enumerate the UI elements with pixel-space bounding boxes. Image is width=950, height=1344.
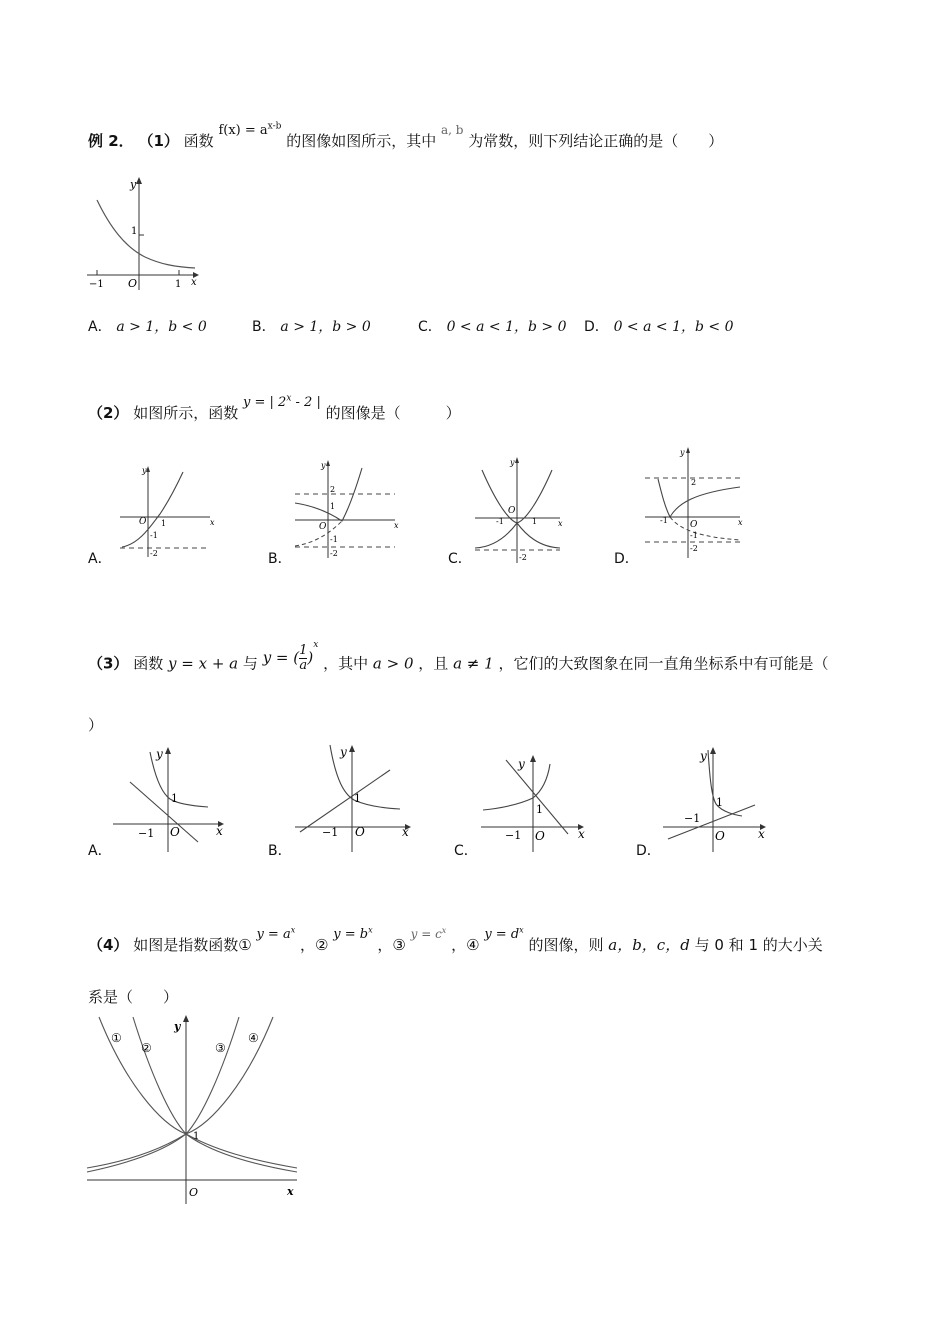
curve-1 <box>99 1017 297 1168</box>
x-label: x <box>738 518 743 527</box>
origin-label: O <box>128 277 138 290</box>
one-label: 1 <box>161 519 167 528</box>
q3-cond1: a > 0 <box>372 654 414 673</box>
x-label: x <box>578 827 585 841</box>
q3-post1: ，其中 <box>323 654 369 673</box>
y-arrow <box>349 745 355 752</box>
neg1-label: -1 <box>150 531 158 540</box>
q4-sep3: ，④ <box>451 936 480 954</box>
one-label: 1 <box>354 792 361 805</box>
q1-option-d[interactable]: D． 0 < a < 1，b < 0 <box>584 319 734 335</box>
origin-label: O <box>189 1186 199 1199</box>
q2-post: 的图像是（ ） <box>325 404 461 422</box>
neg1-label: -1 <box>660 516 668 525</box>
exp-curve <box>97 200 195 268</box>
q4-sep1: ，② <box>300 936 329 954</box>
neg1-label: −1 <box>322 826 339 839</box>
q1-number: （1） <box>138 132 179 150</box>
neg1-label: -1 <box>496 517 504 526</box>
q1-option-b[interactable]: B． a > 1，b > 0 <box>252 319 371 335</box>
q3-mid: 与 <box>242 654 258 673</box>
x-label: x <box>758 827 765 841</box>
q1-formula: $f(x) = a^{x-b}$ <box>218 121 282 138</box>
curve-2-label: ② <box>141 1041 152 1055</box>
q4-f4: $y = d^x$ <box>484 925 524 942</box>
q3-option-b[interactable]: B． <box>268 843 292 859</box>
example-label: 例 2． <box>88 132 134 150</box>
neg1-label: −1 <box>505 829 522 842</box>
q1-graph <box>85 172 205 292</box>
curve-4-label: ④ <box>248 1031 259 1045</box>
neg2-label: -2 <box>150 549 158 558</box>
origin-label: O <box>139 517 147 527</box>
neg1-label: −1 <box>684 812 701 825</box>
curve-3-label: ③ <box>215 1041 226 1055</box>
q3-cond2: a ≠ 1 <box>453 654 494 673</box>
pos1-label: 1 <box>175 279 182 290</box>
question-1-line <box>88 121 724 151</box>
neg1-label: −1 <box>138 827 155 840</box>
neg1-y-label: -1 <box>690 531 698 540</box>
q4-f1: $y = a^x$ <box>256 925 296 942</box>
x-label: x <box>191 277 197 288</box>
y-label: y <box>510 458 515 467</box>
q4-sep2: ，③ <box>377 936 406 954</box>
y-label: y <box>321 461 326 470</box>
q3-option-a[interactable]: A． <box>88 843 112 859</box>
q3-graph-a[interactable] <box>108 742 233 852</box>
y-label: y <box>142 466 147 475</box>
y-label: y <box>518 757 525 771</box>
q2-graph-b[interactable] <box>290 458 405 563</box>
neg1-label: −1 <box>89 279 104 290</box>
origin-label: O <box>319 522 327 532</box>
q3-graph-d[interactable] <box>660 742 775 852</box>
curve-1-label: ① <box>111 1031 122 1045</box>
q2-option-d[interactable]: D． <box>614 551 639 567</box>
q2-number: （2） <box>88 404 129 422</box>
curve <box>658 479 740 517</box>
neg2-label: -2 <box>690 544 698 553</box>
one-label: 1 <box>171 792 178 805</box>
q2-option-b[interactable]: B． <box>268 551 292 567</box>
q2-option-a[interactable]: A． <box>88 551 112 567</box>
line <box>506 760 568 834</box>
q1-option-c[interactable]: C． 0 < a < 1，b > 0 <box>418 319 567 335</box>
q3-number: （3） <box>88 654 129 673</box>
q4-post2: 与 0 和 1 的大小关 <box>694 936 823 954</box>
question-4-line <box>88 925 823 955</box>
y-label: y <box>680 448 685 457</box>
q3-close: ） <box>88 716 104 734</box>
y-arrow <box>183 1015 189 1022</box>
x-label: x <box>287 1185 294 1198</box>
q4-graph <box>85 1012 305 1207</box>
q3-f2: y = ( $\frac{1}{a}$ )$^x$ <box>262 639 319 673</box>
y-label: y <box>174 1020 181 1033</box>
q3-pre: 函数 <box>133 654 164 673</box>
origin-label: O <box>715 829 725 843</box>
q4-pre: 如图是指数函数① <box>133 936 252 954</box>
q2-graph-d[interactable] <box>640 445 750 560</box>
one-label: 1 <box>193 1131 200 1142</box>
one-label: 1 <box>532 517 538 526</box>
one-label: 1 <box>330 502 336 511</box>
one-label: 1 <box>536 803 543 816</box>
question-2-line <box>88 393 461 423</box>
y-arrow <box>136 177 142 184</box>
q3-option-d[interactable]: D． <box>636 843 661 859</box>
two-label: 2 <box>330 485 336 494</box>
q3-graph-c[interactable] <box>478 752 593 852</box>
y-arrow <box>165 747 171 754</box>
q1-params: a, b <box>440 123 464 137</box>
q3-post3: ，它们的大致图象在同一直角坐标系中有可能是（ <box>498 654 829 673</box>
y-label: y <box>340 745 347 759</box>
q1-post: 为常数，则下列结论正确的是（ ） <box>468 132 724 150</box>
y-label: y <box>700 749 707 763</box>
q1-mid: 的图像如图所示，其中 <box>286 132 437 150</box>
origin-label: O <box>508 506 516 516</box>
y-arrow <box>515 457 519 463</box>
q2-graph-a[interactable] <box>110 462 220 562</box>
question-3-line <box>88 639 829 679</box>
q4-post: 的图像，则 <box>528 936 604 954</box>
q4-vars: a，b，c，d <box>608 936 690 954</box>
q4-line2: 系是（ ） <box>88 988 179 1006</box>
line <box>300 770 390 832</box>
x-label: x <box>216 824 223 838</box>
y-arrow <box>146 466 150 472</box>
y-arrow <box>530 755 536 762</box>
q3-post2: ，且 <box>418 654 449 673</box>
y-arrow <box>686 447 690 453</box>
origin-label: O <box>170 825 180 839</box>
q3-option-c[interactable]: C． <box>454 843 478 859</box>
q4-f2: $y = b^x$ <box>333 925 373 942</box>
two-label: 2 <box>691 478 697 487</box>
q3-graph-b[interactable] <box>290 740 420 852</box>
q3-f1: y = x + a <box>168 654 239 673</box>
origin-label: O <box>535 829 545 843</box>
y-label: y <box>156 747 163 761</box>
q2-graph-c[interactable] <box>470 455 570 565</box>
x-label: x <box>394 521 399 530</box>
q4-f3: y = cx <box>410 926 447 941</box>
q2-pre: 如图所示，函数 <box>133 404 239 422</box>
one-label: 1 <box>131 226 138 237</box>
dashed-curve <box>670 517 740 540</box>
neg2-label: -2 <box>519 553 527 562</box>
q1-option-a[interactable]: A． a > 1，b < 0 <box>88 319 207 335</box>
one-label: 1 <box>716 796 723 809</box>
q4-number: （4） <box>88 936 129 954</box>
x-label: x <box>402 825 409 839</box>
x-label: x <box>210 518 215 527</box>
line <box>668 805 755 839</box>
y-arrow <box>710 747 716 754</box>
q2-formula: y = | 2$^x$ - 2 | <box>243 393 321 410</box>
y-label: y <box>130 178 137 191</box>
neg2-label: -2 <box>330 549 338 558</box>
q1-pre: 函数 <box>183 132 214 150</box>
x-label: x <box>558 519 563 528</box>
q2-option-c[interactable]: C． <box>448 551 472 567</box>
neg1-label: -1 <box>330 535 338 544</box>
y-arrow <box>326 460 330 466</box>
origin-label: O <box>355 825 365 839</box>
origin-label: O <box>690 520 698 530</box>
